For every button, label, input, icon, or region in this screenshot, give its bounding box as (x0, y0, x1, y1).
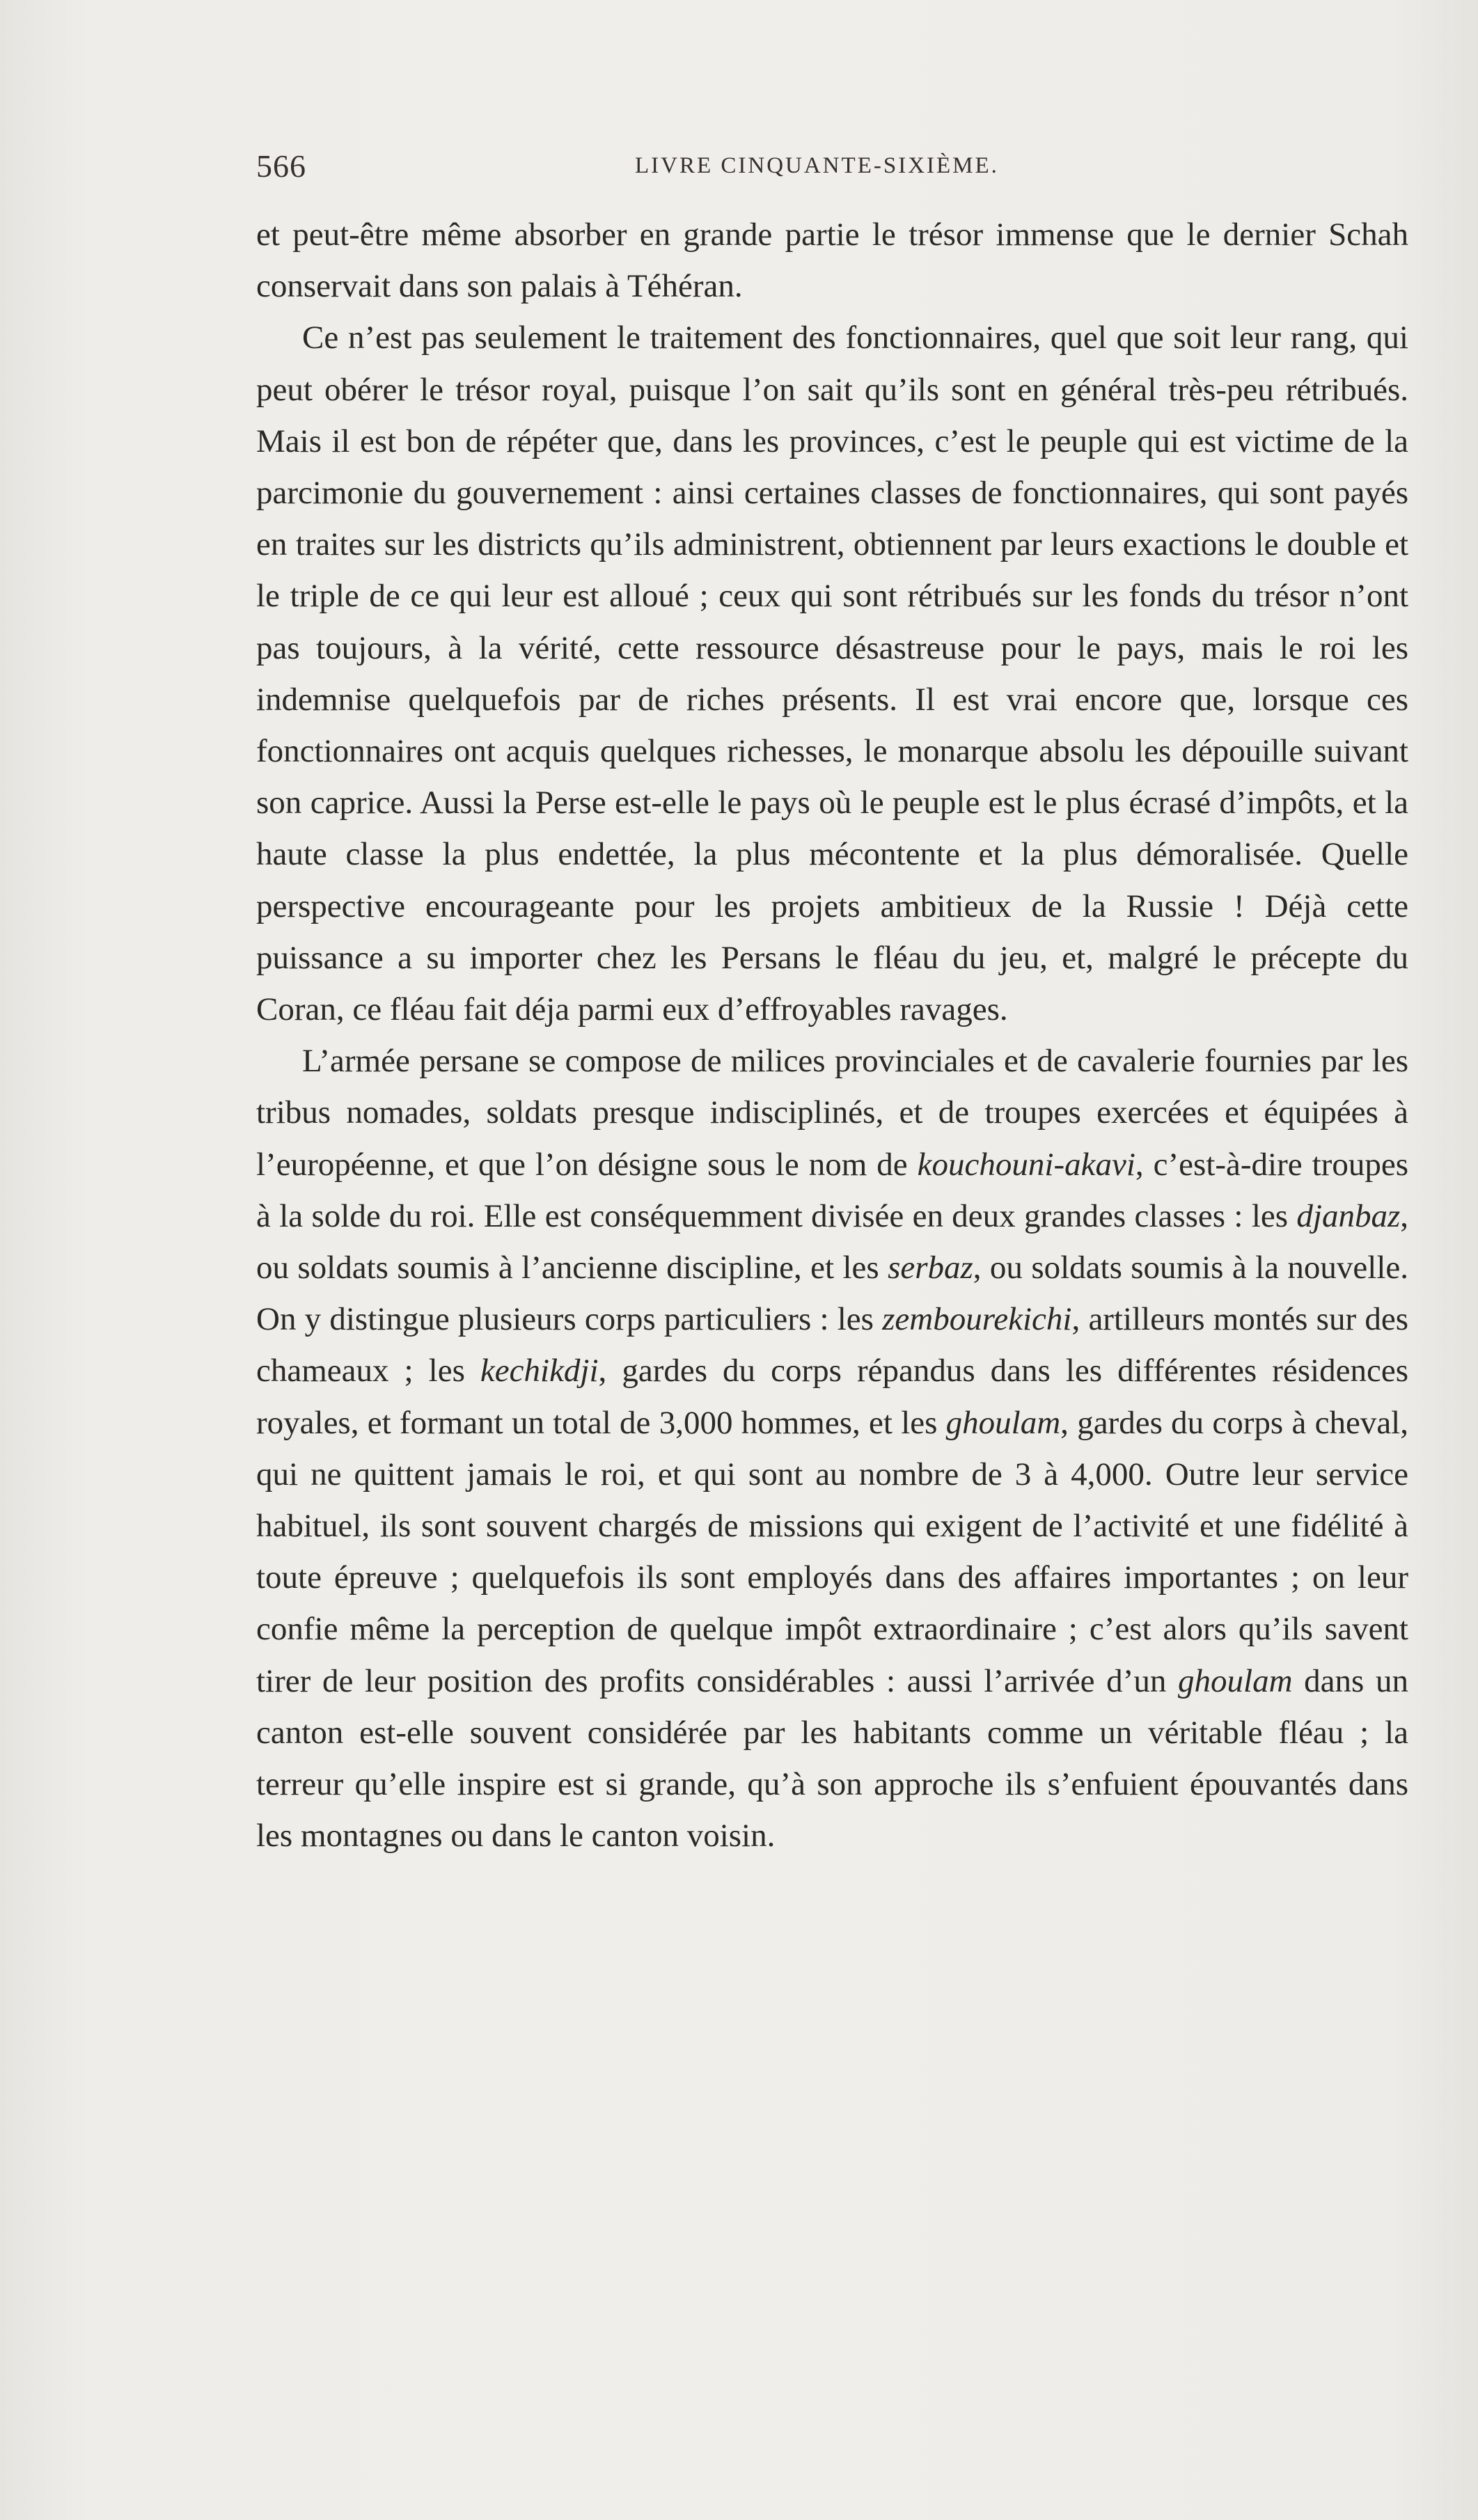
paragraph-1 (256, 209, 1408, 312)
italic-term: serbaz (888, 1250, 973, 1286)
text-span: Ce n’est pas seulement le traitement des fonctionnaires, quel que soit leur rang, qui peut obérer le trésor royal, puisque l’on sait qu’ils sont en général très-peu rétribués. Mais il est bon de répéter que, dans les provinces, c’est le peuple qui est victime de la parcimonie du gouvernement : ainsi certaines classes de fonctionnaires, qui sont payés en traites sur les districts qu’ils administrent, obtiennent par leurs exactions le double et le triple de ce qui leur est alloué ; ceux qui sont rétribués sur les fonds du trésor n’ont pas toujours, à la vérité, cette ressource désastreuse pour le pays, mais le roi les indemnise quelquefois par de riches présents. Il est vrai encore que, lorsque ces fonctionnaires ont acquis quelques richesses, le monarque absolu les dépouille suivant son caprice. Aussi la Perse est-elle le pays où le peuple est le plus écrasé d’impôts, et la haute classe la plus endettée, la plus mécontente et la plus démoralisée. Quelle perspective encourageante pour les projets ambitieux de la Russie ! Déjà cette puissance a su importer chez les Persans le fléau du jeu, et, malgré le précepte du Coran, ce fléau fait déja parmi eux d’effroyables ravages. (256, 320, 1408, 1028)
body-text (256, 209, 1408, 1862)
italic-term: kechikdji (480, 1353, 599, 1389)
italic-term: zembourekichi (882, 1301, 1072, 1338)
text-span: , artilleurs montés sur des chameaux ; les (256, 1301, 1408, 1389)
running-title: LIVRE CINQUANTE-SIXIÈME. (635, 153, 999, 178)
text-span: , ou soldats soumis à l’ancienne discipline, et les (256, 1197, 1408, 1286)
italic-term: djanbaz (1296, 1197, 1401, 1234)
text-span: , gardes du corps répandus dans les différentes résidences royales, et formant un total de 3,000 hommes, et les (256, 1353, 1408, 1441)
page-header (256, 148, 1412, 189)
paragraph-3 (256, 1035, 1408, 1861)
text-span: L’armée persane se compose de milices provinciales et de cavalerie fournies par les tribus nomades, soldats presque indisciplinés, et de troupes exercées et équipées à l’européenne, et que l’on désigne sous le nom de (256, 1043, 1408, 1183)
paragraph-2 (256, 312, 1408, 1035)
italic-term: ghoulam (1178, 1662, 1293, 1699)
page-number: 566 (256, 148, 306, 184)
text-span: et peut-être même absorber en grande partie le trésor immense que le dernier Schah conservait dans son palais à Téhéran. (256, 216, 1408, 305)
italic-term: ghoulam (945, 1404, 1061, 1441)
text-span: , gardes du corps à cheval, qui ne quittent jamais le roi, et qui sont au nombre de 3 à 4,000. Outre leur service habituel, ils sont souvent chargés de missions qui exigent de l’activité et une fidélité à toute épreuve ; quelquefois ils sont employés dans des affaires importantes ; on leur confie même la perception de quelque impôt extraordinaire ; c’est alors qu’ils savent tirer de leur position des profits considérables : aussi l’arrivée d’un (256, 1404, 1408, 1699)
italic-term: kouchouni-akavi (917, 1146, 1135, 1183)
text-span: dans un canton est-elle souvent considérée par les habitants comme un véritable fléau ; la terreur qu’elle inspire est si grande, qu’à son approche ils s’enfuient épouvantés dans les montagnes ou dans le canton voisin. (256, 1662, 1408, 1854)
text-span: , c’est-à-dire troupes à la solde du roi. Elle est conséquemment divisée en deux grandes classes : les (256, 1146, 1408, 1234)
text-span: , ou soldats soumis à la nouvelle. On y distingue plusieurs corps particuliers : les (256, 1250, 1409, 1338)
